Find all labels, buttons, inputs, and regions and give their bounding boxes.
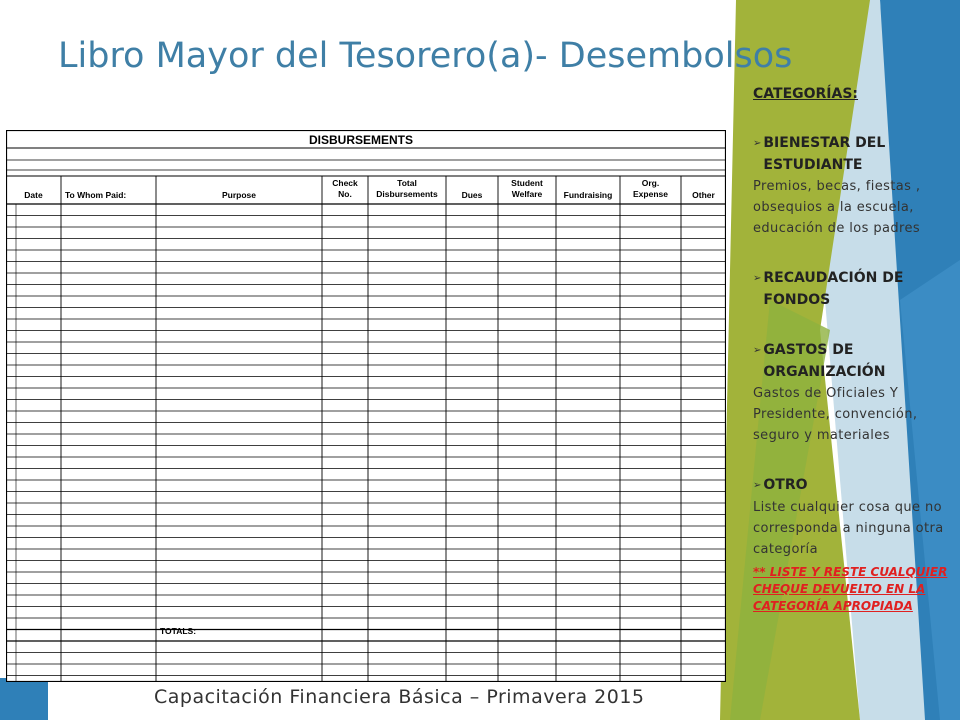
category-name: BIENESTAR DEL ESTUDIANTE — [763, 135, 886, 173]
returned-check-note: ** LISTE Y RESTE CUALQUIER CHEQUE DEVUELTO EN LA CATEGORÍA APROPIADA — [753, 565, 948, 613]
category-name: RECAUDACIÓN DE FONDOS — [763, 270, 904, 308]
column-header: To Whom Paid: — [65, 190, 127, 200]
arrow-bullet-icon: ➢ — [753, 273, 762, 284]
column-header: Check — [332, 178, 358, 188]
column-header: No. — [338, 189, 352, 199]
category-description: Liste cualquier cosa que no corresponda a ninguna otra categoría — [753, 500, 944, 557]
ledger-border — [7, 131, 726, 682]
categories-panel — [753, 86, 951, 615]
category-description: Gastos de Oficiales Y Presidente, convención, seguro y materiales — [753, 386, 918, 443]
categories-heading: CATEGORÍAS: — [753, 86, 859, 102]
footer-text: Capacitación Financiera Básica – Primavera 2015 — [154, 686, 645, 708]
category-org-expense — [753, 339, 951, 446]
category-name: OTRO — [763, 477, 808, 493]
column-header: Expense — [633, 189, 668, 199]
column-header: Fundraising — [563, 190, 613, 200]
category-name: GASTOS DE ORGANIZACIÓN — [763, 342, 886, 380]
category-student-welfare — [753, 132, 951, 239]
column-header: Other — [692, 190, 715, 200]
category-description: Premios, becas, fiestas , obsequios a la escuela, educación de los padres — [753, 179, 921, 236]
column-header: Dues — [461, 190, 483, 200]
category-fundraising — [753, 267, 951, 311]
column-header: Student — [511, 178, 543, 188]
arrow-bullet-icon: ➢ — [753, 345, 762, 356]
category-other — [753, 474, 951, 560]
column-header: Org. — [641, 178, 660, 188]
column-header: Total — [397, 178, 417, 188]
ledger-grid — [6, 130, 726, 682]
arrow-bullet-icon: ➢ — [753, 480, 762, 491]
arrow-bullet-icon: ➢ — [753, 138, 762, 149]
slide-title: Libro Mayor del Tesorero(a)- Desembolsos — [58, 36, 793, 76]
ledger-heading: DISBURSEMENTS — [308, 133, 414, 147]
column-header: Purpose — [221, 190, 257, 200]
column-header: Welfare — [511, 189, 543, 199]
totals-label: TOTALS: — [160, 626, 197, 636]
disbursements-ledger — [6, 130, 726, 682]
column-header: Disbursements — [376, 189, 438, 199]
column-header: Date — [24, 190, 43, 200]
bottom-left-accent — [0, 678, 48, 720]
